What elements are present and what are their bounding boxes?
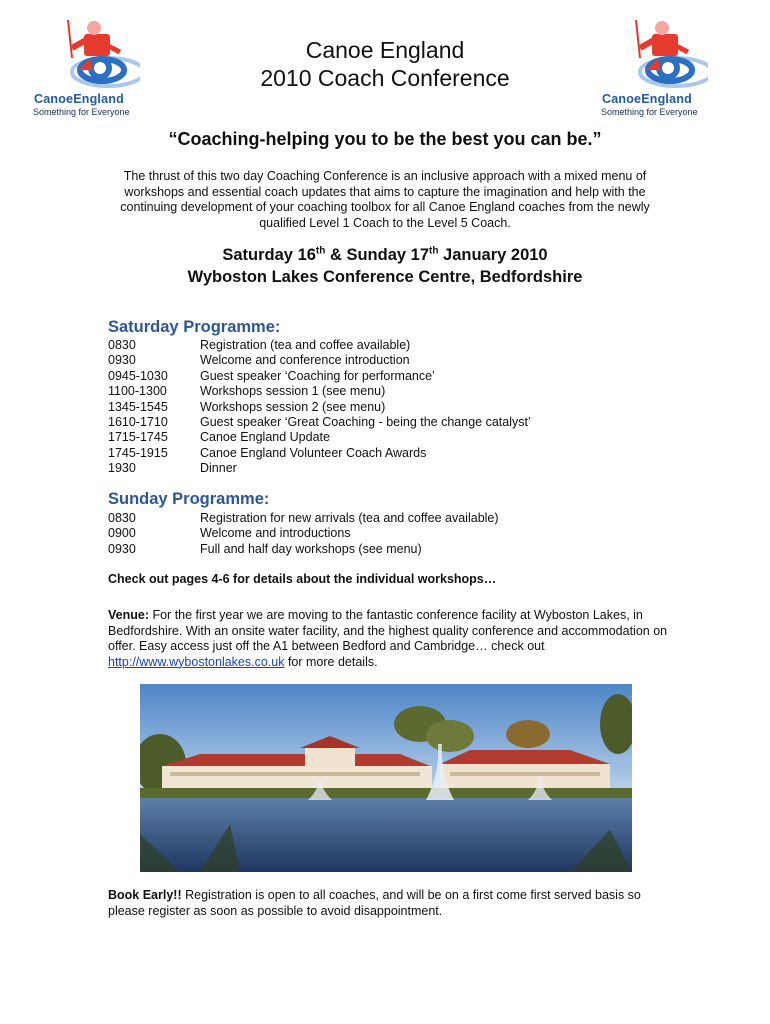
schedule-item: Welcome and conference introduction bbox=[200, 353, 410, 368]
schedule-item: Canoe England Update bbox=[200, 430, 330, 445]
schedule-time: 0900 bbox=[108, 526, 136, 541]
schedule-item: Guest speaker ‘Coaching for performance’ bbox=[200, 368, 435, 383]
schedule-row bbox=[108, 430, 531, 445]
dates-line: Saturday 16th & Sunday 17th January 2010 bbox=[222, 245, 548, 264]
schedule-row bbox=[108, 400, 531, 415]
schedule-item: Registration (tea and coffee available) bbox=[200, 338, 411, 352]
schedule-row bbox=[108, 542, 499, 557]
title-line-2: 2010 Coach Conference bbox=[260, 65, 510, 91]
brand-tagline: Something for Everyone bbox=[601, 107, 698, 117]
venue-paragraph: Venue: For the first year we are moving to the fantastic conference facility at Wyboston Lakes, in Bedfordshire. With an onsite water facility, and the highest quality conference and accommodation on offer. Easy access just off the A1 between Bedford and Cambridge… check out http://www.wybostonlakes.co.uk for more details. bbox=[108, 608, 668, 669]
venue-website-link[interactable]: http://www.wybostonlakes.co.uk bbox=[108, 654, 285, 669]
schedule-item: Dinner bbox=[200, 461, 237, 476]
schedule-row bbox=[108, 415, 531, 430]
schedule-time: 1930 bbox=[108, 461, 136, 476]
schedule-time: 0830 bbox=[108, 338, 136, 352]
schedule-time: 1100-1300 bbox=[108, 384, 167, 399]
venue-photo-image bbox=[140, 684, 632, 872]
venue-photo bbox=[140, 684, 632, 872]
schedule-row bbox=[108, 446, 531, 461]
page-title bbox=[0, 36, 770, 92]
conference-slogan: “Coaching-helping you to be the best you can be.” bbox=[168, 129, 602, 149]
schedule-time: 1345-1545 bbox=[108, 399, 168, 414]
schedule-time: 0930 bbox=[108, 353, 136, 368]
schedule-item: Guest speaker ‘Great Coaching - being the change catalyst’ bbox=[200, 415, 531, 430]
book-early-paragraph: Book Early!! Registration is open to all coaches, and will be on a first come first served basis so please register as soon as possible to avoid disappointment. bbox=[108, 888, 641, 918]
schedule-item: Workshops session 2 (see menu) bbox=[200, 399, 386, 414]
schedule-time: 0830 bbox=[108, 511, 136, 525]
saturday-schedule bbox=[108, 338, 531, 477]
schedule-row bbox=[108, 461, 531, 476]
schedule-time: 1715-1745 bbox=[108, 430, 168, 445]
intro-paragraph: The thrust of this two day Coaching Conference is an inclusive approach with a mixed menu of workshops and essential coach updates that aims to capture the imagination and help with the continuing development of your coaching toolbox for all Canoe England coaches from the newly qualified Level 1 Coach to the Level 5 Coach. bbox=[120, 169, 650, 230]
schedule-item: Welcome and introductions bbox=[200, 526, 351, 541]
schedule-time: 0930 bbox=[108, 541, 136, 556]
schedule-row bbox=[108, 338, 531, 353]
venue-label: Venue: bbox=[108, 608, 149, 622]
brand-tagline: Something for Everyone bbox=[33, 107, 130, 117]
schedule-item: Workshops session 1 (see menu) bbox=[200, 384, 386, 399]
brand-wordmark: CanoeEngland bbox=[602, 92, 692, 106]
schedule-time: 1745-1915 bbox=[108, 445, 168, 460]
event-dates bbox=[0, 244, 770, 288]
workshops-note: Check out pages 4-6 for details about the individual workshops… bbox=[108, 572, 497, 586]
schedule-time: 1610-1710 bbox=[108, 415, 168, 430]
schedule-row bbox=[108, 369, 531, 384]
schedule-row bbox=[108, 511, 499, 526]
saturday-heading: Saturday Programme: bbox=[108, 318, 281, 336]
sunday-schedule bbox=[108, 511, 499, 557]
schedule-row bbox=[108, 353, 531, 368]
schedule-row bbox=[108, 526, 499, 541]
title-line-1: Canoe England bbox=[305, 37, 465, 63]
sunday-heading: Sunday Programme: bbox=[108, 490, 270, 508]
schedule-item: Registration for new arrivals (tea and coffee available) bbox=[200, 511, 499, 525]
brand-wordmark: CanoeEngland bbox=[34, 92, 124, 106]
schedule-item: Full and half day workshops (see menu) bbox=[200, 541, 422, 556]
venue-line: Wyboston Lakes Conference Centre, Bedfordshire bbox=[187, 268, 583, 286]
book-early-label: Book Early!! bbox=[108, 888, 182, 902]
schedule-row bbox=[108, 384, 531, 399]
schedule-time: 0945-1030 bbox=[108, 368, 168, 383]
schedule-item: Canoe England Volunteer Coach Awards bbox=[200, 445, 427, 460]
